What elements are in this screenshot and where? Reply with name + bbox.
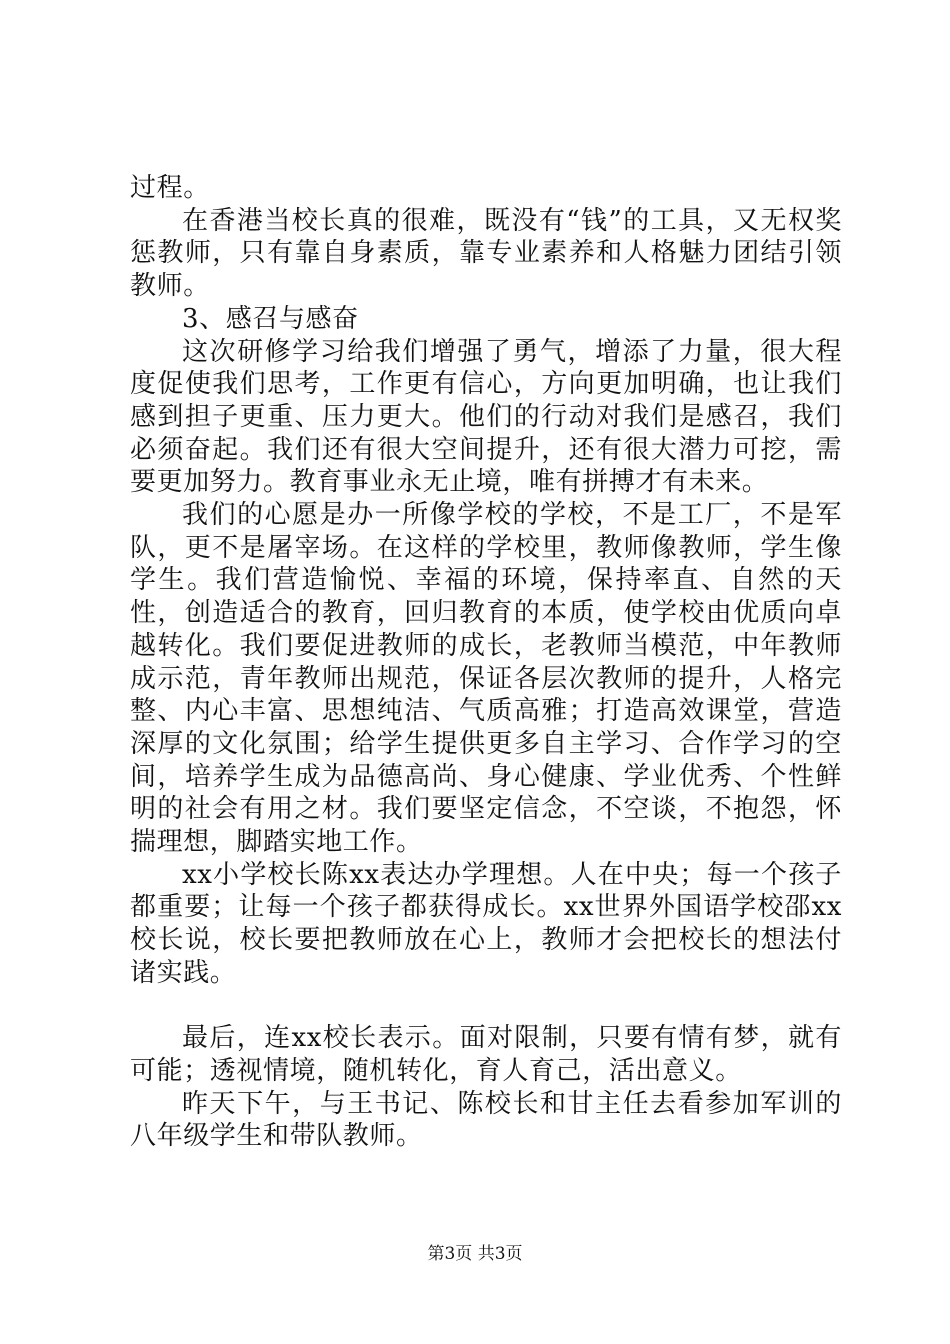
paragraph-hong-kong-principal: 在香港当校长真的很难，既没有“钱”的工具，又无权奖惩教师，只有靠自身素质，靠专业素养和人格魅力团结引领教师。 (130, 205, 842, 302)
section-heading: 3、感召与感奋 (182, 303, 359, 334)
paragraph-closing-remarks: 最后，连xx校长表示。面对限制，只要有情有梦，就有可能；透视情境，随机转化，育人育己，活出意义。 (130, 1023, 842, 1086)
paragraph-school-vision: 我们的心愿是办一所像学校的学校，不是工厂，不是军队，更不是屠宰场。在这样的学校里，教师像教师，学生像学生。我们营造愉悦、幸福的环境，保持率直、自然的天性，创造适合的教育，回归教育的本质，使学校由优质向卓越转化。我们要促进教师的成长，老教师当模范，中年教师成示范，青年教师出规范，保证各层次教师的提升，人格完整、内心丰富、思想纯洁、气质高雅；打造高效课堂，营造深厚的文化氛围；给学生提供更多自主学习、合作学习的空间，培养学生成为品德高尚、身心健康、学业优秀、个性鲜明的社会有用之材。我们要坚定信念，不空谈，不抱怨，怀揣理想，脚踏实地工作。 (130, 500, 842, 858)
paragraph-spacer (130, 990, 842, 1023)
document-body (130, 172, 842, 1153)
paragraph-military-training-visit: 昨天下午，与王书记、陈校长和甘主任去看参加军训的八年级学生和带队教师。 (130, 1088, 842, 1152)
page-number-footer: 第3页 共3页 (427, 1244, 523, 1264)
paragraph-principal-quotes: xx小学校长陈xx表达办学理想。人在中央；每一个孩子都重要；让每一个孩子都获得成长。xx世界外国语学校邵xx校长说，校长要把教师放在心上，教师才会把校长的想法付诸实践。 (130, 859, 842, 988)
paragraph-study-inspiration: 这次研修学习给我们增强了勇气，增添了力量，很大程度促使我们思考，工作更有信心，方向更加明确，也让我们感到担子更重、压力更大。他们的行动对我们是感召，我们必须奋起。我们还有很大空间提升，还有很大潜力可挖，需要更加努力。教育事业永无止境，唯有拼搏才有未来。 (130, 336, 842, 498)
paragraph-continuation: 过程。 (130, 173, 210, 203)
